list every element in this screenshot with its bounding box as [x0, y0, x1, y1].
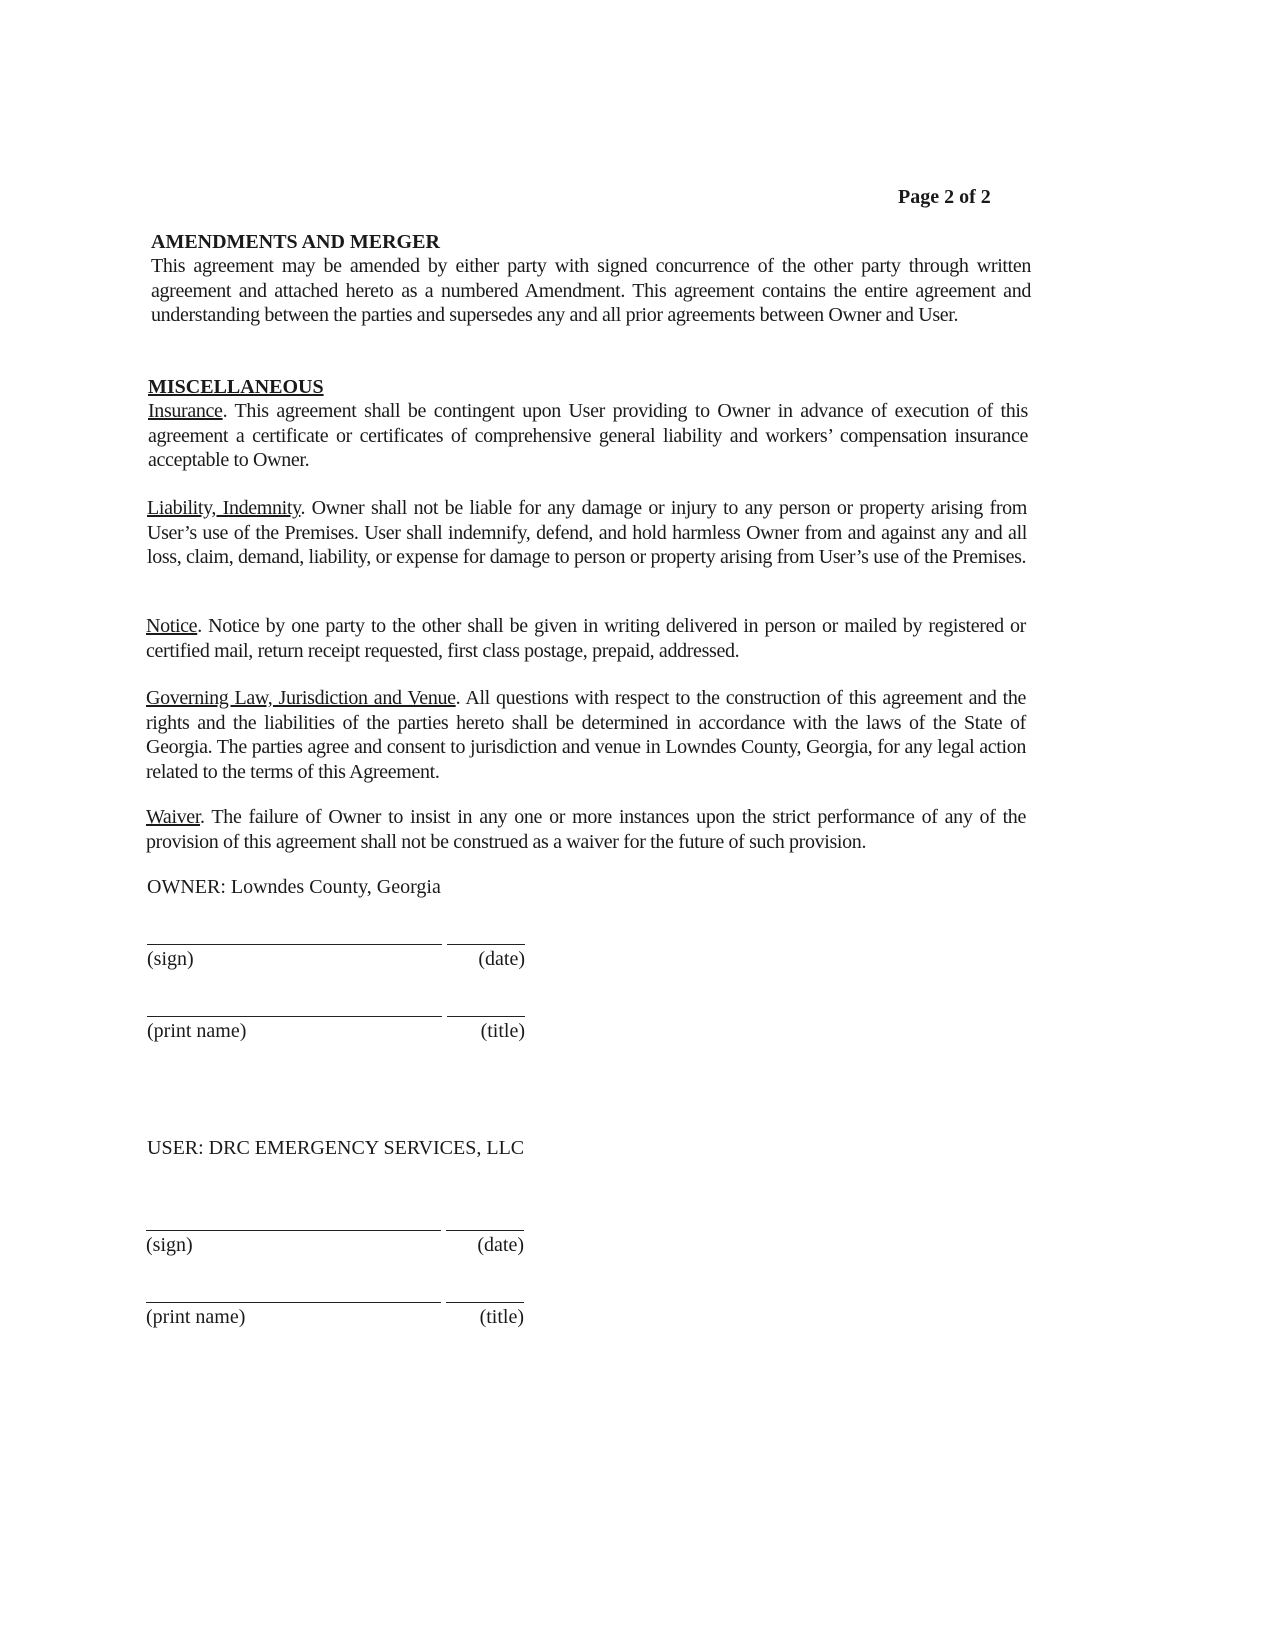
user-title-line[interactable]	[446, 1302, 524, 1303]
owner-title-label: (title)	[480, 1020, 525, 1042]
user-title-label: (title)	[479, 1306, 524, 1328]
clause-title: Notice	[146, 615, 198, 637]
owner-print-name-label: (print name)	[147, 1020, 247, 1042]
user-sign-line[interactable]	[146, 1230, 441, 1231]
page-number: Page 2 of 2	[898, 186, 991, 208]
owner-title-line[interactable]	[447, 1016, 525, 1017]
user-name-title-row	[146, 1302, 526, 1342]
clause-title: Liability, Indemnity	[147, 497, 301, 519]
owner-sign-date-row	[147, 944, 527, 984]
clause-waiver	[146, 805, 1026, 854]
user-sign-date-row	[146, 1230, 526, 1270]
user-sign-label: (sign)	[146, 1234, 193, 1256]
owner-party-label: OWNER: Lowndes County, Georgia	[147, 876, 441, 898]
clause-body: . This agreement shall be contingent upon User providing to Owner in advance of execution of this agreement a certificate or certificates of comprehensive general liability and workers’ compensation insurance acceptable to Owner.	[148, 400, 1028, 471]
section-heading-amendments: AMENDMENTS AND MERGER	[151, 231, 440, 253]
user-print-name-label: (print name)	[146, 1306, 246, 1328]
clause-title: Waiver	[146, 806, 201, 828]
clause-body: . Owner shall not be liable for any damage or injury to any person or property arising from User’s use of the Premises. User shall indemnify, defend, and hold harmless Owner from and against any and all loss, claim, demand, liability, or expense for damage to person or property arising from User’s use of the Premises.	[147, 497, 1027, 568]
clause-body: . All questions with respect to the construction of this agreement and the rights and the liabilities of the parties hereto shall be determined in accordance with the laws of the State of Georgia. The parties agree and consent to jurisdiction and venue in Lowndes County, Georgia, for any legal action related to the terms of this Agreement.	[146, 687, 1026, 783]
clause-notice	[146, 614, 1026, 663]
owner-date-label: (date)	[478, 948, 525, 970]
user-party-label: USER: DRC EMERGENCY SERVICES, LLC	[147, 1137, 525, 1159]
owner-date-line[interactable]	[447, 944, 525, 945]
clause-body: . Notice by one party to the other shall be given in writing delivered in person or mailed by registered or certified mail, return receipt requested, first class postage, prepaid, addressed.	[146, 615, 1026, 662]
owner-sign-line[interactable]	[147, 944, 442, 945]
section-heading-miscellaneous: MISCELLANEOUS	[148, 376, 324, 398]
user-date-label: (date)	[477, 1234, 524, 1256]
clause-title: Governing Law, Jurisdiction and Venue	[146, 687, 456, 709]
user-print-name-line[interactable]	[146, 1302, 441, 1303]
user-date-line[interactable]	[446, 1230, 524, 1231]
owner-name-title-row	[147, 1016, 527, 1056]
owner-print-name-line[interactable]	[147, 1016, 442, 1017]
clause-body: . The failure of Owner to insist in any one or more instances upon the strict performance of any of the provision of this agreement shall not be construed as a waiver for the future of such provision.	[146, 806, 1026, 853]
owner-sign-label: (sign)	[147, 948, 194, 970]
amendments-body: This agreement may be amended by either party with signed concurrence of the other party through written agreement and attached hereto as a numbered Amendment. This agreement contains the entire agreement and understanding between the parties and supersedes any and all prior agreements between Owner and User.	[151, 255, 1031, 326]
clause-liability	[147, 496, 1027, 570]
section-amendments	[151, 230, 1031, 328]
clause-insurance	[148, 399, 1028, 473]
clause-governing-law	[146, 686, 1026, 784]
section-miscellaneous	[148, 375, 1028, 473]
clause-title: Insurance	[148, 400, 223, 422]
